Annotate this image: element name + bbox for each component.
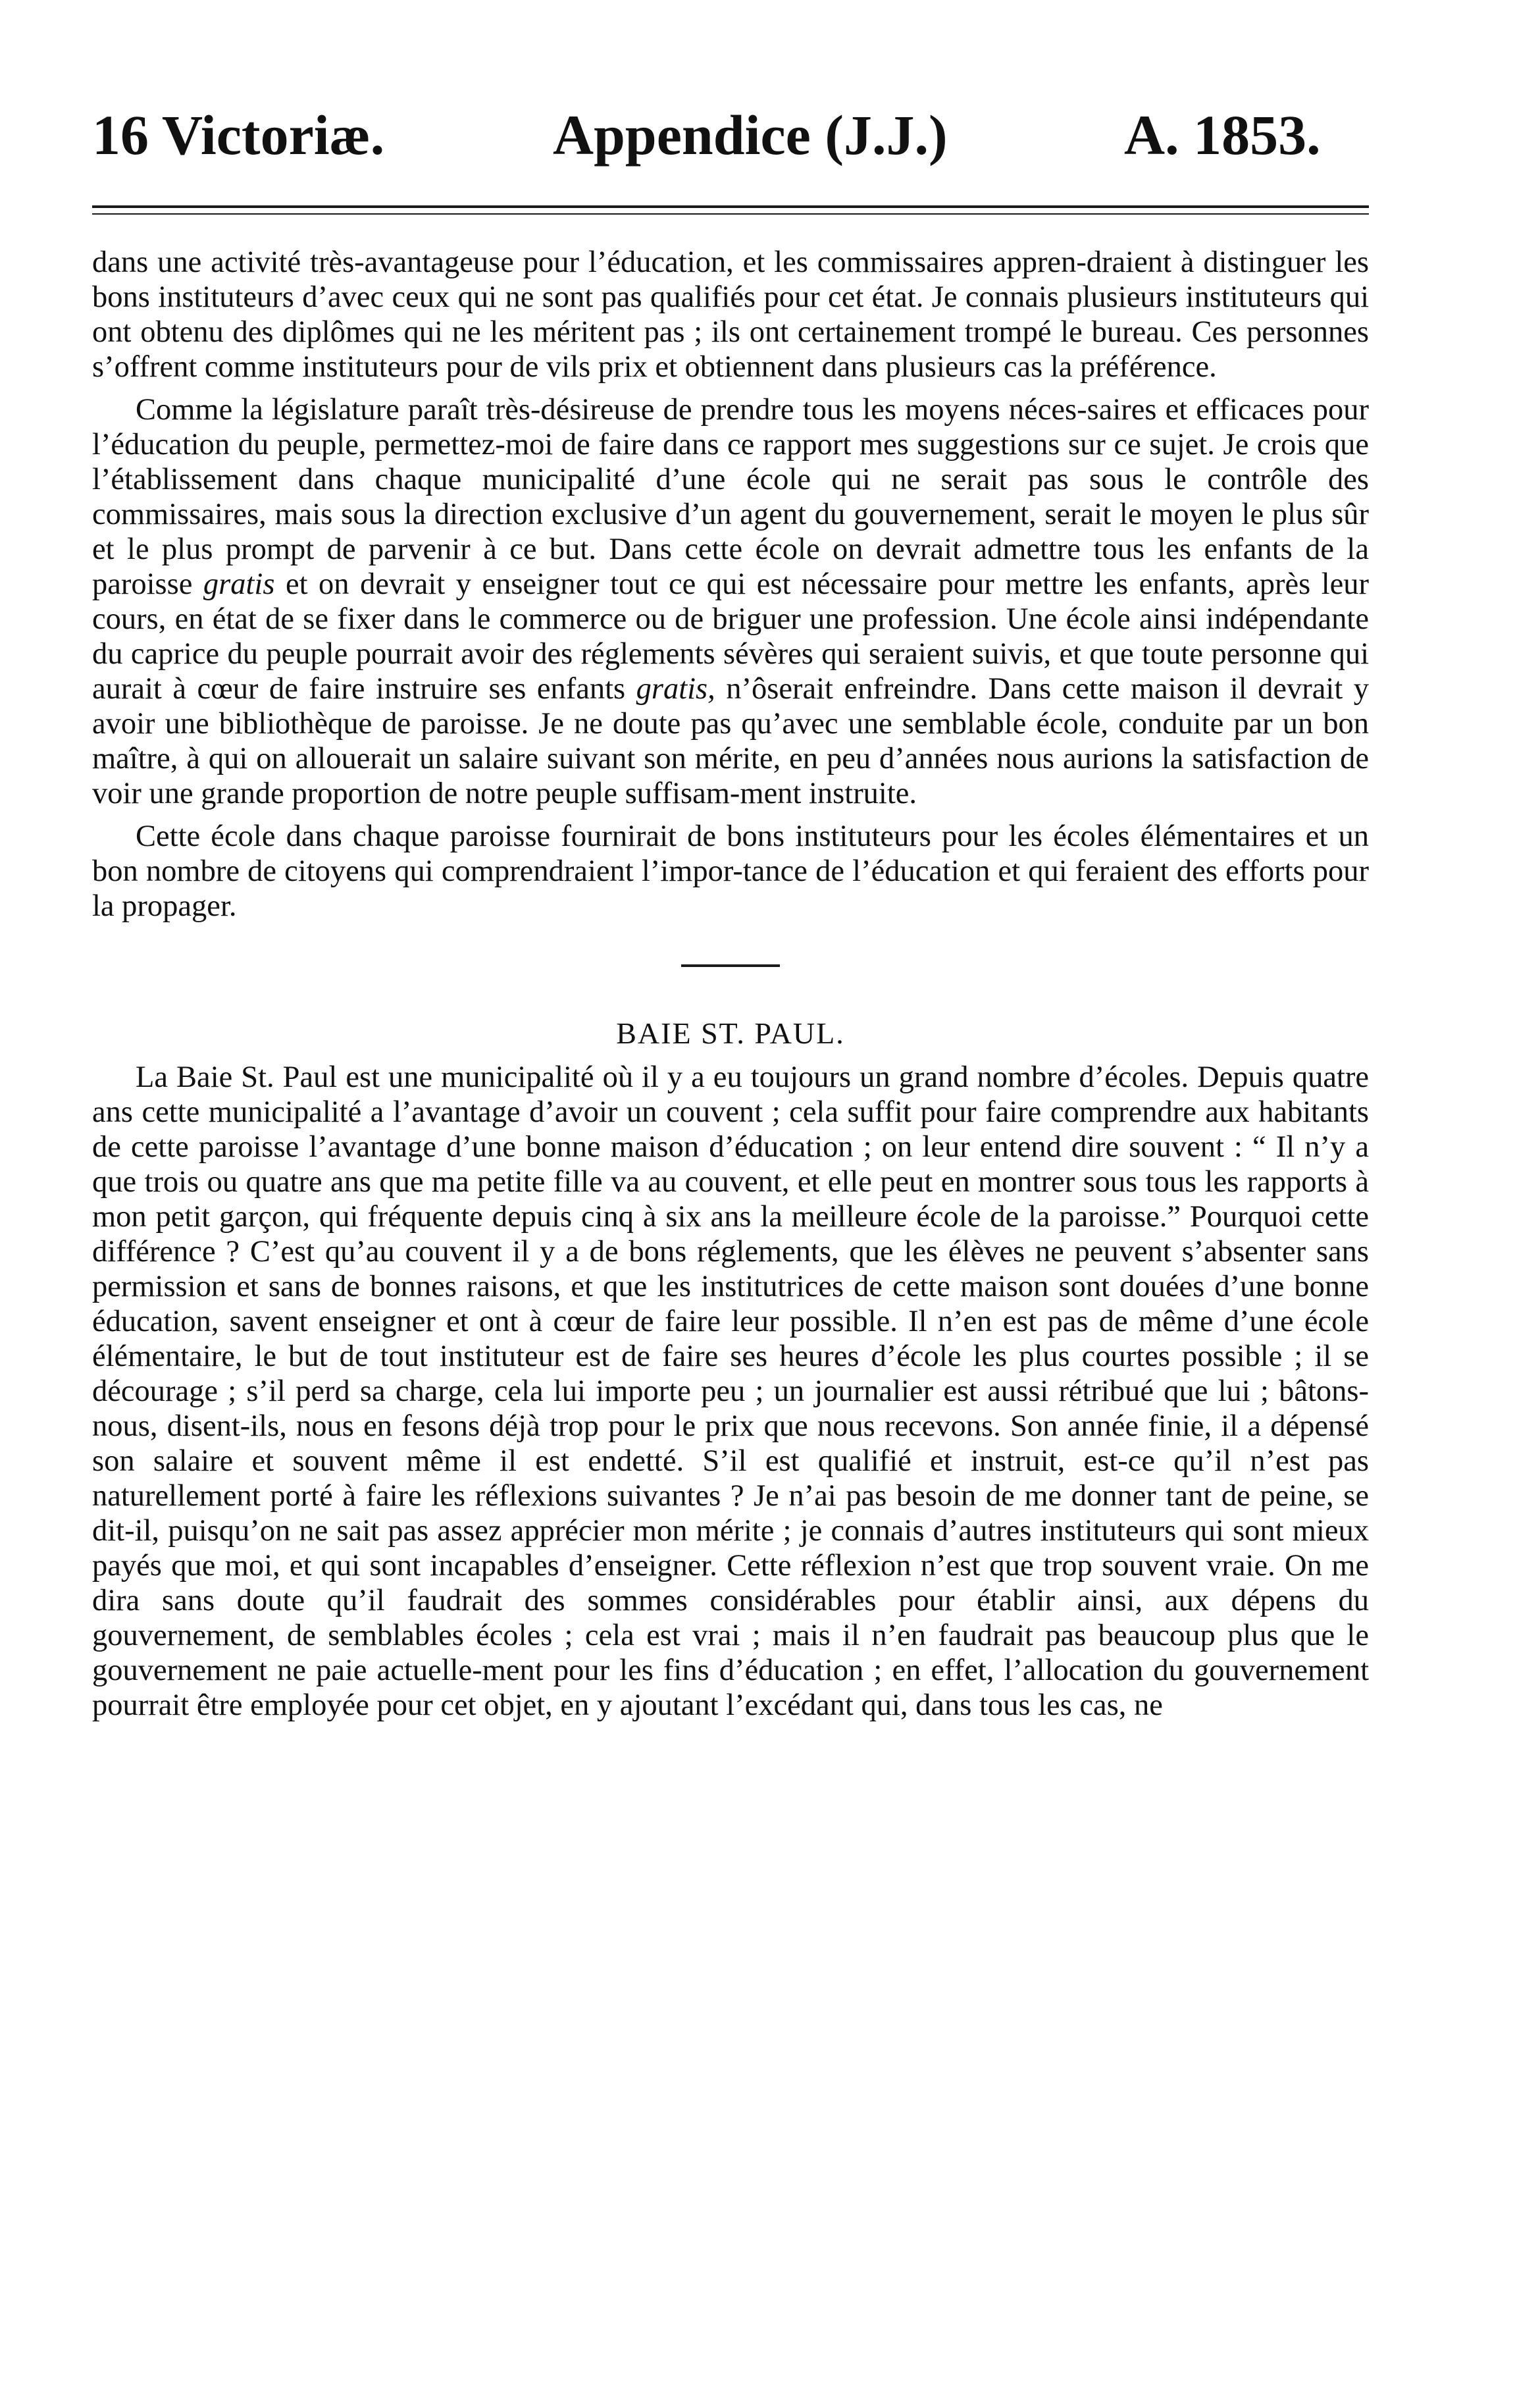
document-body [92, 245, 1369, 1731]
italic-word: gratis [203, 567, 275, 601]
header-volume: 16 Victoriæ. [92, 103, 385, 167]
paragraph-text: et on devrait y enseigner tout ce qui est nécessaire pour mettre les enfants, après leur cours, en état de se fixer dans le commerce ou de briguer une profession. Une école ainsi indépendante du caprice du peuple pourrait avoir des réglements sévères qui seraient suivis, et que toute personne qui aurait à cœur de faire instruire ses enfants [92, 567, 1370, 706]
page-header [92, 99, 1369, 171]
header-rule-thick [92, 205, 1369, 208]
paragraph: La Baie St. Paul est une municipalité où il y a eu toujours un grand nombre d’écoles. Depuis quatre ans cette municipalité a l’avantage d’avoir un couvent ; cela suffit pour faire comprendre aux habitants de cette paroisse l’avantage d’une bonne maison d’éducation ; on leur entend dire souvent : “ Il n’y a que trois ou quatre ans que ma petite fille va au couvent, et elle peut en montrer sous tous les rapports à mon petit garçon, qui fréquente depuis cinq à six ans la meilleure école de la paroisse.” Pourquoi cette différence ? C’est qu’au couvent il y a de bons réglements, que les élèves ne peuvent s’absenter sans permission et sans de bonnes raisons, et que les institutrices de cette maison sont douées d’une bonne éducation, savent enseigner et ont à cœur de faire leur possible. Il n’en est pas de même d’une école élémentaire, le but de tout instituteur est de faire ses heures d’école les plus courtes possible ; il se décourage ; s’il perd sa charge, cela lui importe peu ; un journalier est aussi rétribué que lui ; bâtons-nous, disent-ils, nous en fesons déjà trop pour le prix que nous recevons. Son année finie, il a dépensé son salaire et souvent même il est endetté. S’il est qualifié et instruit, est-ce qu’il n’est pas naturellement porté à faire les réflexions suivantes ? Je n’ai pas besoin de me donner tant de peine, se dit-il, puisqu’on ne sait pas assez apprécier mon mérite ; je connais d’autres instituteurs qui sont mieux payés que moi, et qui sont incapables d’enseigner. Cette réflexion n’est que trop souvent vraie. On me dira sans doute qu’il faudrait des sommes considérables pour établir ainsi, aux dépens du gouvernement, de semblables écoles ; cela est vrai ; mais il n’en faudrait pas beaucoup plus que le gouvernement ne paie actuelle-ment pour les fins d’éducation ; en effet, l’allocation du gouvernement pourrait être employée pour cet objet, en y ajoutant l’excédant qui, dans tous les cas, ne [92, 1060, 1369, 1722]
header-year: A. 1853. [1124, 103, 1321, 167]
paragraph: Cette école dans chaque paroisse fournirait de bons instituteurs pour les écoles élémentaires et un bon nombre de citoyens qui comprendraient l’impor-tance de l’éducation et qui feraient des efforts pour la propager. [92, 820, 1369, 923]
paragraph: dans une activité très-avantageuse pour l’éducation, et les commissaires appren-draient à distinguer les bons instituteurs d’avec ceux qui ne sont pas qualifiés pour cet état. Je connais plusieurs instituteurs qui ont obtenu des diplômes qui ne les méritent pas ; ils ont certainement trompé le bureau. Ces personnes s’offrent comme instituteurs pour de vils prix et obtiennent dans plusieurs cas la préférence. [92, 246, 1369, 384]
paragraph-text: Comme la législature paraît très-désireuse de prendre tous les moyens néces-saires et efficaces pour l’éducation du peuple, permettez-moi de faire dans ce rapport mes suggestions sur ce sujet. Je crois que l’établissement dans chaque municipalité d’une école qui ne serait pas sous le contrôle des commissaires, mais sous la direction exclusive d’un agent du gouvernement, serait le moyen le plus sûr et le plus prompt de parvenir à ce but. Dans cette école on devrait admettre tous les enfants de la paroisse [92, 393, 1369, 601]
header-title: Appendice (J.J.) [553, 103, 948, 167]
paragraph-text: n’ôserait enfreindre. Dans cette maison il devrait y avoir une bibliothèque de paroisse. Je ne doute pas qu’avec une semblable école, conduite par un bon maître, à qui on allouerait un salaire suivant son mérite, en peu d’années nous aurions la satisfaction de voir une grande proportion de notre peuple suffisam-ment instruite. [92, 672, 1370, 810]
header-rule-thin [92, 213, 1369, 215]
paragraph [92, 392, 1369, 811]
italic-word: gratis, [636, 672, 715, 706]
section-heading: BAIE ST. PAUL. [616, 1016, 845, 1050]
section-divider [681, 964, 780, 967]
